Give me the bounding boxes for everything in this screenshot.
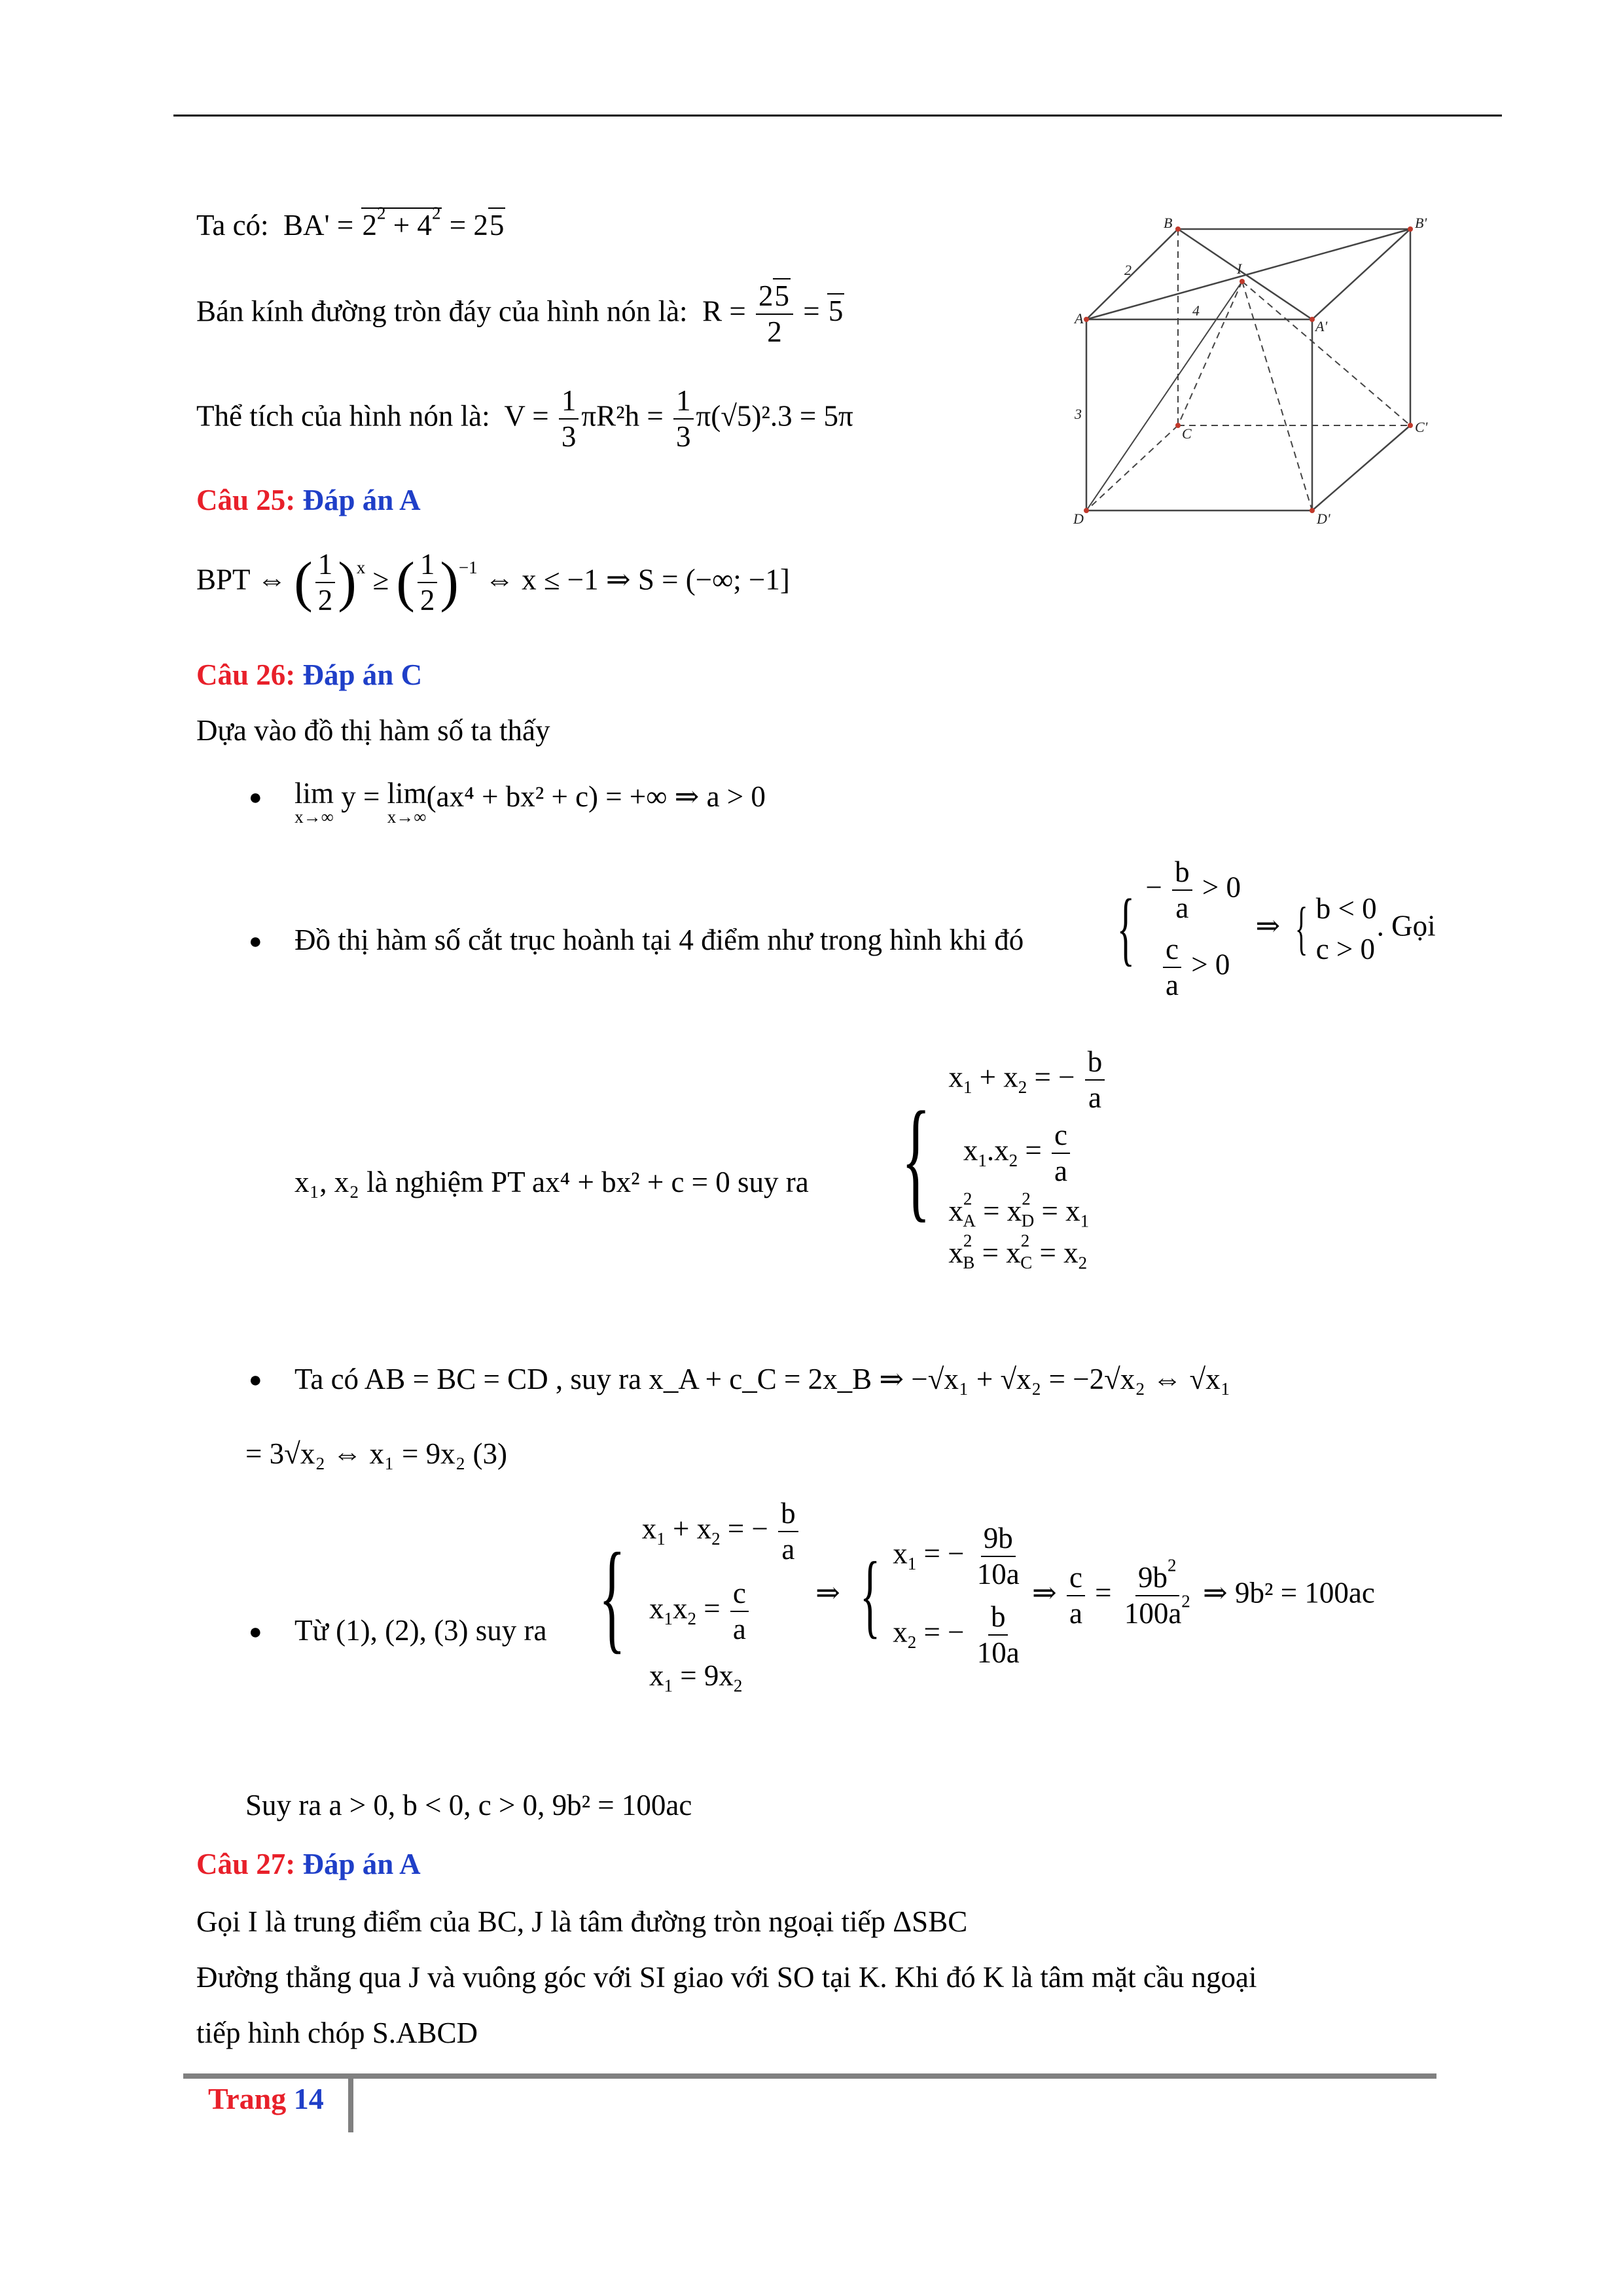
bullet-1-text: lim x→∞ y = lim x→∞ (ax⁴ + bx² + c) = +∞ ⇒ a > 0 — [294, 777, 766, 827]
bullet-4-prefix: Từ (1), (2), (3) suy ra — [294, 1614, 547, 1647]
label-A-prime: A' — [1315, 318, 1328, 334]
cube-cone-figure — [1073, 203, 1446, 543]
q27-line2: Đường thẳng qua J và vuông góc với SI giao với SO tại K. Khi đó K là tâm mặt cầu ngoại — [196, 1961, 1257, 1994]
label-D-prime: D' — [1317, 511, 1330, 527]
q27-line1: Gọi I là trung điểm của BC, J là tâm đường tròn ngoại tiếp ΔSBC — [196, 1905, 968, 1938]
q27-line3: tiếp hình chóp S.ABCD — [196, 2017, 478, 2049]
cone-ID' — [1242, 281, 1312, 511]
edge-label-3: 3 — [1075, 406, 1082, 422]
line-ban-kinh: Bán kính đường tròn đáy của hình nón là: R = $\frac{25}{2}$ = 5 — [196, 279, 844, 348]
label-C: C — [1182, 425, 1192, 442]
q27-heading: Câu 27: Đáp án A — [196, 1848, 421, 1880]
roots-system: { $x_1 + x_2$ = − $\frac{b}{a}$ $x_1.x_2$ = $\frac{c}{a}$ $x^2_A = x^2_D = x_1$ $x^2_B = x^2_C = x_2$ — [883, 1047, 1107, 1270]
label-D: D — [1073, 511, 1084, 527]
hidden-CD — [1086, 425, 1178, 511]
header-rule — [173, 115, 1502, 117]
edge-C'D' — [1312, 425, 1410, 511]
bullet-4: ● — [249, 1620, 262, 1644]
conclusion: Suy ra a > 0, b < 0, c > 0, 9b² = 100ac — [245, 1789, 692, 1821]
cone-ID — [1086, 281, 1242, 511]
bullet-3-line1: Ta có AB = BC = CD , suy ra x_A + c_C = 2x_B ⇒ −√x₁ + √x₂ = −2√x₂ ⇔ √x₁ — [294, 1363, 1231, 1395]
q26-intro: Dựa vào đồ thị hàm số ta thấy — [196, 714, 550, 747]
system-final: { $x_1 + x_2$ = − $\frac{b}{a}$ $x_1x_2$ = $\frac{c}{a}$ $x_1 = 9x_2$ ⇒ { $x_1$ = − $\frac{9b}{10a}$ $x_2$ = − $\frac{b}{10a}$ ⇒ $\frac{c}{a}$ = $\frac{9b^2}{100a^2}$ ⇒ 9b² = 100ac — [598, 1497, 1375, 1696]
q26-heading: Câu 26: Đáp án C — [196, 658, 423, 691]
label-C-prime: C' — [1415, 419, 1428, 435]
footer-rule — [183, 2073, 1436, 2079]
bullet-2: ● — [249, 929, 262, 954]
bullet-1: ● — [249, 785, 262, 810]
system-sign: { − $\frac{b}{a}$ > 0 $\frac{c}{a}$ > 0 ⇒ { b < 0 c > 0 . Gọi — [1116, 855, 1436, 1001]
edge-label-4: 4 — [1192, 302, 1200, 319]
footer-bar — [348, 2073, 353, 2132]
bullet-3: ● — [249, 1368, 262, 1392]
roots-prefix: x₁, x₂ là nghiệm PT ax⁴ + bx² + c = 0 suy ra — [294, 1166, 809, 1198]
cone-IC' — [1242, 281, 1410, 425]
edge-label-2: 2 — [1124, 262, 1132, 278]
label-B-prime: B' — [1415, 215, 1427, 231]
line-ta-co: Ta có: $BA' = 2^2 + 4^2 = 25$ — [196, 203, 505, 242]
label-I: I — [1237, 260, 1242, 277]
q25-heading: Câu 25: Đáp án A — [196, 484, 421, 516]
line-the-tich: Thể tích của hình nón là: V = $\frac{1}{3}$ πR²h = $\frac{1}{3}$ π(√5)².3 = 5π — [196, 384, 853, 453]
label-B: B — [1164, 215, 1173, 231]
label-A: A — [1075, 310, 1084, 327]
bullet-2-text: Đồ thị hàm số cắt trục hoành tại 4 điểm như trong hình khi đó — [294, 924, 1024, 956]
page-footer: Trang 14 — [208, 2082, 324, 2115]
cone-IC — [1178, 281, 1242, 425]
bullet-3-line2: = 3√x₂ ⇔ x₁ = 9x₂ (3) — [245, 1437, 507, 1470]
q25-bpt: BPT ⇔ ( $\frac{1}{2}$ )$^x$ ≥ ( $\frac{1}{2}$ )$^{-1}$ ⇔ x ≤ −1 ⇒ S = (−∞; −1] — [196, 548, 790, 617]
